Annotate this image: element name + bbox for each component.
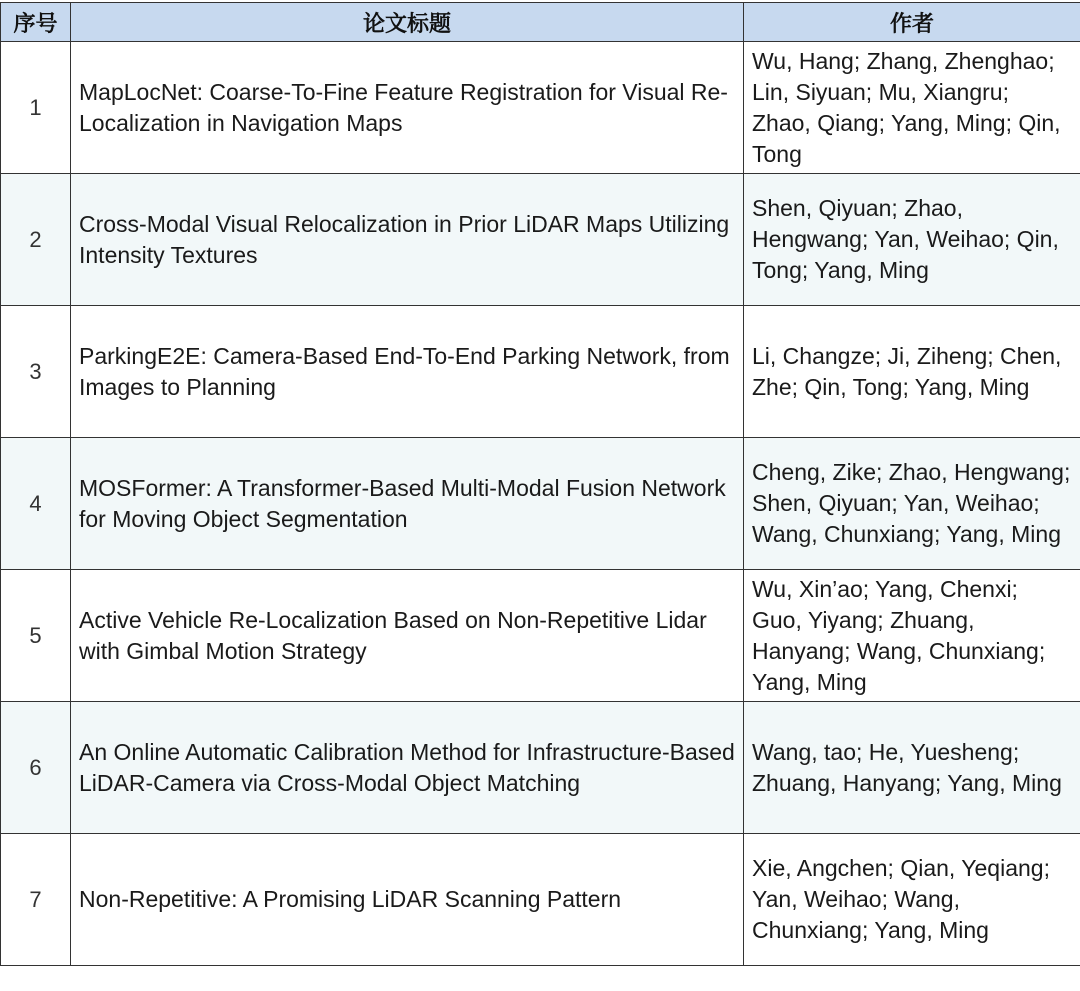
table-row xyxy=(1,306,1080,438)
row-number: 5 xyxy=(1,570,71,702)
table-row xyxy=(1,702,1080,834)
paper-authors: Xie, Angchen; Qian, Yeqiang; Yan, Weihao; Wang, Chunxiang; Yang, Ming xyxy=(744,834,1080,966)
paper-title: An Online Automatic Calibration Method for Infrastructure-Based LiDAR-Camera via Cross-Modal Object Matching xyxy=(71,702,744,834)
row-number: 4 xyxy=(1,438,71,570)
table-row xyxy=(1,174,1080,306)
row-number: 2 xyxy=(1,174,71,306)
header-title: 论文标题 xyxy=(71,3,744,42)
paper-authors: Wu, Hang; Zhang, Zhenghao; Lin, Siyuan; Mu, Xiangru; Zhao, Qiang; Yang, Ming; Qin, Tong xyxy=(744,42,1080,174)
paper-authors: Cheng, Zike; Zhao, Hengwang; Shen, Qiyuan; Yan, Weihao; Wang, Chunxiang; Yang, Ming xyxy=(744,438,1080,570)
table-row xyxy=(1,834,1080,966)
paper-title: Cross-Modal Visual Relocalization in Prior LiDAR Maps Utilizing Intensity Textures xyxy=(71,174,744,306)
paper-title: Active Vehicle Re-Localization Based on Non-Repetitive Lidar with Gimbal Motion Strategy xyxy=(71,570,744,702)
row-number: 3 xyxy=(1,306,71,438)
paper-authors: Li, Changze; Ji, Ziheng; Chen, Zhe; Qin, Tong; Yang, Ming xyxy=(744,306,1080,438)
paper-authors: Wang, tao; He, Yuesheng; Zhuang, Hanyang; Yang, Ming xyxy=(744,702,1080,834)
row-number: 7 xyxy=(1,834,71,966)
paper-authors: Wu, Xin’ao; Yang, Chenxi; Guo, Yiyang; Zhuang, Hanyang; Wang, Chunxiang; Yang, Ming xyxy=(744,570,1080,702)
paper-title: MOSFormer: A Transformer-Based Multi-Modal Fusion Network for Moving Object Segmentation xyxy=(71,438,744,570)
table-row xyxy=(1,438,1080,570)
paper-title: ParkingE2E: Camera-Based End-To-End Parking Network, from Images to Planning xyxy=(71,306,744,438)
paper-title: MapLocNet: Coarse-To-Fine Feature Registration for Visual Re-Localization in Navigation Maps xyxy=(71,42,744,174)
paper-authors: Shen, Qiyuan; Zhao, Hengwang; Yan, Weihao; Qin, Tong; Yang, Ming xyxy=(744,174,1080,306)
header-row xyxy=(1,3,1080,42)
table-row xyxy=(1,42,1080,174)
papers-table xyxy=(0,2,1080,966)
paper-title: Non-Repetitive: A Promising LiDAR Scanning Pattern xyxy=(71,834,744,966)
header-num: 序号 xyxy=(1,3,71,42)
table-row xyxy=(1,570,1080,702)
row-number: 1 xyxy=(1,42,71,174)
header-authors: 作者 xyxy=(744,3,1080,42)
row-number: 6 xyxy=(1,702,71,834)
